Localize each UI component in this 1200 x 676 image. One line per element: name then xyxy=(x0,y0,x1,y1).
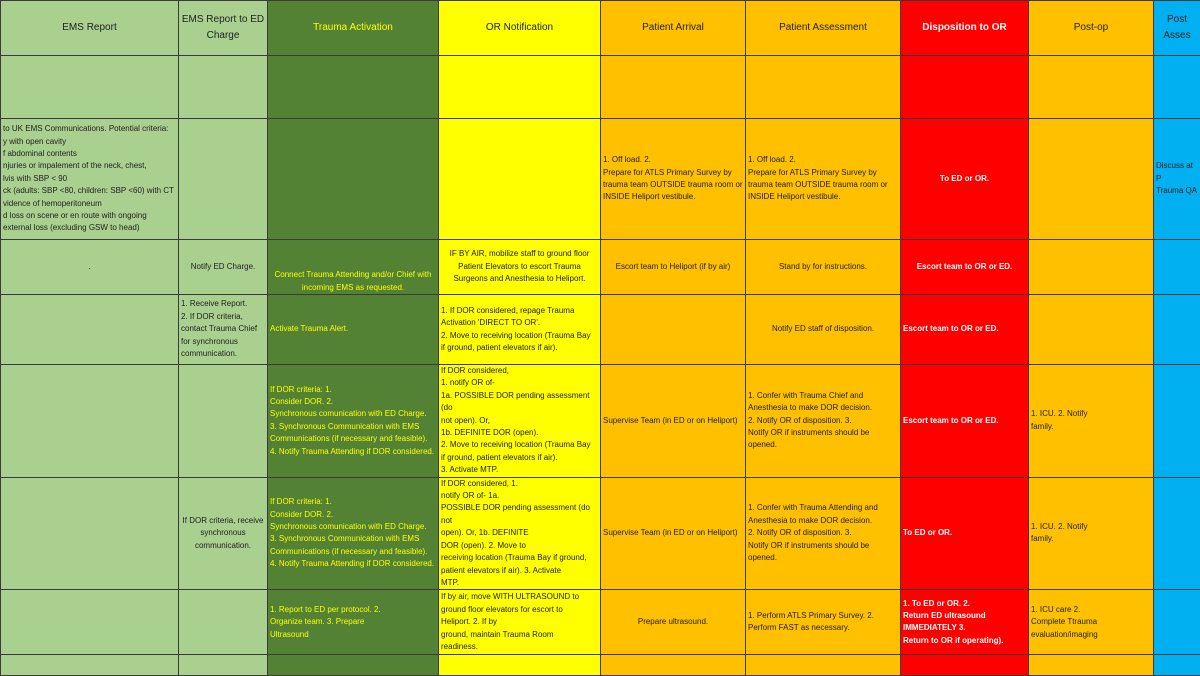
table-row xyxy=(1,295,1200,365)
cell-or-notification[interactable]: 1. If DOR considered, repage Trauma Activation 'DIRECT TO OR'. 2. Move to receiving location (Trauma Bay if ground, patient elevators if air). xyxy=(439,295,601,365)
cell-ems-report-to-ed-charge[interactable] xyxy=(179,655,268,676)
cell-trauma-activation[interactable]: 1. Report to ED per protocol. 2. Organize team. 3. Prepare Ultrasound xyxy=(268,590,439,655)
cell-post-op[interactable] xyxy=(1029,295,1154,365)
cell-patient-assessment[interactable]: Notify ED staff of disposition. xyxy=(746,295,901,365)
header-patient-arrival[interactable]: Patient Arrival xyxy=(601,1,746,56)
cell-ems-report[interactable] xyxy=(1,56,179,119)
cell-ems-report-to-ed-charge[interactable] xyxy=(179,590,268,655)
table-row xyxy=(1,56,1200,119)
cell-patient-arrival[interactable] xyxy=(601,56,746,119)
cell-trauma-activation[interactable] xyxy=(268,655,439,676)
table-row xyxy=(1,477,1200,590)
cell-patient-assessment[interactable]: 1. Confer with Trauma Chief and Anesthesia to make DOR decision. 2. Notify OR of disposition. 3. Notify OR if instruments should be opened. xyxy=(746,365,901,478)
cell-patient-arrival[interactable]: Supervise Team (in ED or on Heliport) xyxy=(601,365,746,478)
sheet-body xyxy=(1,1,1200,676)
header-ems-report-to-ed-charge[interactable]: EMS Report to ED Charge xyxy=(179,1,268,56)
cell-disposition-to-or[interactable]: To ED or OR. xyxy=(901,477,1029,590)
cell-post-assessment[interactable] xyxy=(1154,365,1200,478)
cell-patient-arrival[interactable] xyxy=(601,655,746,676)
cell-post-assessment[interactable] xyxy=(1154,56,1200,119)
table-row xyxy=(1,240,1200,295)
cell-disposition-to-or[interactable]: Escort team to OR or ED. xyxy=(901,295,1029,365)
cell-post-assessment[interactable] xyxy=(1154,590,1200,655)
cell-trauma-activation[interactable]: Connect Trauma Attending and/or Chief with incoming EMS as requested. xyxy=(268,240,439,295)
cell-or-notification[interactable]: If DOR considered, 1. notify OR of- 1a. POSSIBLE DOR pending assessment (do not open). Or, 1b. DEFINITE DOR (open). 2. Move to receiving location (Trauma Bay if ground, patient elevators if air). 3. Activate MTP. xyxy=(439,365,601,478)
cell-patient-assessment[interactable] xyxy=(746,56,901,119)
cell-ems-report-to-ed-charge[interactable] xyxy=(179,365,268,478)
cell-trauma-activation[interactable] xyxy=(268,56,439,119)
header-patient-assessment[interactable]: Patient Assessment xyxy=(746,1,901,56)
cell-disposition-to-or[interactable]: Escort team to OR or ED. xyxy=(901,240,1029,295)
cell-disposition-to-or[interactable]: To ED or OR. xyxy=(901,119,1029,240)
cell-trauma-activation[interactable]: Activate Trauma Alert. xyxy=(268,295,439,365)
cell-ems-report-to-ed-charge[interactable] xyxy=(179,119,268,240)
cell-patient-assessment[interactable] xyxy=(746,655,901,676)
cell-patient-arrival[interactable]: Escort team to Heliport (if by air) xyxy=(601,240,746,295)
cell-ems-report[interactable] xyxy=(1,477,179,590)
cell-post-op[interactable] xyxy=(1029,119,1154,240)
cell-post-assessment[interactable] xyxy=(1154,477,1200,590)
cell-ems-report[interactable] xyxy=(1,295,179,365)
cell-patient-assessment[interactable]: 1. Perform ATLS Primary Survey. 2. Perform FAST as necessary. xyxy=(746,590,901,655)
cell-trauma-activation[interactable]: If DOR criteria: 1. Consider DOR. 2. Synchronous comunication with ED Charge. 3. Synchronous Communication with EMS Communications (if necessary and feasible). 4. Notify Trauma Attending if DOR considered. xyxy=(268,365,439,478)
cell-post-assessment[interactable] xyxy=(1154,240,1200,295)
cell-ems-report-to-ed-charge[interactable] xyxy=(179,56,268,119)
cell-disposition-to-or[interactable] xyxy=(901,655,1029,676)
cell-ems-report[interactable] xyxy=(1,590,179,655)
cell-patient-assessment[interactable]: 1. Off load. 2. Prepare for ATLS Primary Survey by trauma team OUTSIDE trauma room or INSIDE Heliport vestibule. xyxy=(746,119,901,240)
header-or-notification[interactable]: OR Notification xyxy=(439,1,601,56)
cell-patient-assessment[interactable]: 1. Confer with Trauma Attending and Anesthesia to make DOR decision. 2. Notify OR of disposition. 3. Notify OR if instruments should be opened. xyxy=(746,477,901,590)
cell-or-notification[interactable]: IF BY AIR, mobilize staff to ground floor Patient Elevators to escort Trauma Surgeons and Anesthesia to Heliport. xyxy=(439,240,601,295)
cell-patient-assessment[interactable]: Stand by for instructions. xyxy=(746,240,901,295)
table-row xyxy=(1,119,1200,240)
table-row xyxy=(1,590,1200,655)
cell-or-notification[interactable]: If DOR considered, 1. notify OR of- 1a. POSSIBLE DOR pending assessment (do not open). Or, 1b. DEFINITE DOR (open). 2. Move to receiving location (Trauma Bay if ground, patient elevators if air). 3. Activate MTP. xyxy=(439,477,601,590)
cell-or-notification[interactable] xyxy=(439,655,601,676)
header-disposition-to-or[interactable]: Disposition to OR xyxy=(901,1,1029,56)
cell-patient-arrival[interactable]: Prepare ultrasound. xyxy=(601,590,746,655)
cell-post-op[interactable] xyxy=(1029,56,1154,119)
cell-post-op[interactable]: 1. ICU. 2. Notify family. xyxy=(1029,365,1154,478)
cell-ems-report-to-ed-charge[interactable]: If DOR criteria, receive synchronous communication. xyxy=(179,477,268,590)
cell-or-notification[interactable] xyxy=(439,119,601,240)
cell-ems-report[interactable]: . xyxy=(1,240,179,295)
table-row xyxy=(1,655,1200,676)
cell-post-assessment[interactable]: Discuss at P Trauma QA xyxy=(1154,119,1200,240)
table-row xyxy=(1,365,1200,478)
cell-disposition-to-or[interactable]: Escort team to OR or ED. xyxy=(901,365,1029,478)
cell-patient-arrival[interactable]: Supervise Team (in ED or on Heliport) xyxy=(601,477,746,590)
cell-disposition-to-or[interactable]: 1. To ED or OR. 2. Return ED ultrasound IMMEDIATELY 3. Return to OR if operating). xyxy=(901,590,1029,655)
cell-trauma-activation[interactable]: If DOR criteria: 1. Consider DOR. 2. Synchronous comunication with ED Charge. 3. Synchronous Communication with EMS Communications (if necessary and feasible). 4. Notify Trauma Attending if DOR considered. xyxy=(268,477,439,590)
cell-post-op[interactable] xyxy=(1029,240,1154,295)
cell-post-assessment[interactable] xyxy=(1154,295,1200,365)
cell-ems-report-to-ed-charge[interactable]: 1. Receive Report. 2. If DOR criteria, contact Trauma Chief for synchronous communication. xyxy=(179,295,268,365)
cell-trauma-activation[interactable] xyxy=(268,119,439,240)
cell-or-notification[interactable] xyxy=(439,56,601,119)
cell-post-assessment[interactable] xyxy=(1154,655,1200,676)
header-post-assessment[interactable]: Post Asses xyxy=(1154,1,1200,56)
cell-patient-arrival[interactable] xyxy=(601,295,746,365)
cell-patient-arrival[interactable]: 1. Off load. 2. Prepare for ATLS Primary Survey by trauma team OUTSIDE trauma room or INSIDE Heliport vestibule. xyxy=(601,119,746,240)
cell-post-op[interactable]: 1. ICU care 2. Complete Ttrauma evaluation/imaging xyxy=(1029,590,1154,655)
header-row xyxy=(1,1,1200,56)
header-post-op[interactable]: Post-op xyxy=(1029,1,1154,56)
header-trauma-activation[interactable]: Trauma Activation xyxy=(268,1,439,56)
cell-ems-report[interactable]: to UK EMS Communications. Potential criteria: y with open cavity f abdominal contents njuries or impalement of the neck, chest, lvis with SBP < 90 ck (adults: SBP <80, children: SBP <60) with CT vidence of hemoperitoneum d loss on scene or en route with ongoing external loss (excluding GSW to head) xyxy=(1,119,179,240)
cell-or-notification[interactable]: If by air, move WITH ULTRASOUND to ground floor elevators for escort to Heliport. 2. If by ground, maintain Trauma Room readiness. xyxy=(439,590,601,655)
cell-ems-report-to-ed-charge[interactable]: Notify ED Charge. xyxy=(179,240,268,295)
header-ems-report[interactable]: EMS Report xyxy=(1,1,179,56)
cell-ems-report[interactable] xyxy=(1,365,179,478)
cell-ems-report[interactable] xyxy=(1,655,179,676)
cell-post-op[interactable] xyxy=(1029,655,1154,676)
cell-disposition-to-or[interactable] xyxy=(901,56,1029,119)
cell-post-op[interactable]: 1. ICU. 2. Notify family. xyxy=(1029,477,1154,590)
